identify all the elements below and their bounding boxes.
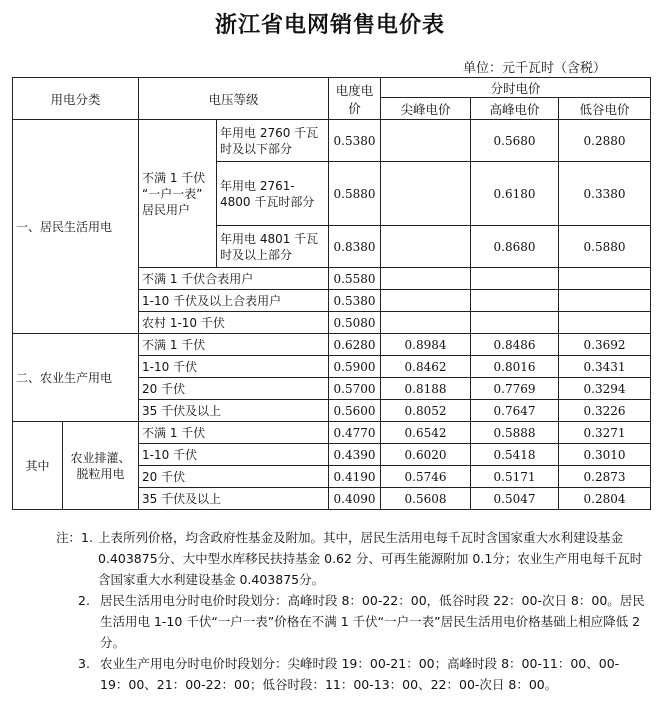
tier-cell: 35 千伏及以上	[139, 400, 329, 422]
price-cell: 0.5600	[329, 400, 381, 422]
page-title: 浙江省电网销售电价表	[214, 13, 445, 38]
note-item	[78, 590, 646, 653]
high-cell: 0.7647	[471, 400, 559, 422]
header-valley: 低谷电价	[559, 98, 651, 120]
tier-cell: 1-10 千伏	[139, 444, 329, 466]
tier-cell: 20 千伏	[139, 378, 329, 400]
high-cell: 0.8016	[471, 356, 559, 378]
high-cell: 0.7769	[471, 378, 559, 400]
high-cell: 0.5680	[471, 120, 559, 162]
agriculture-label: 二、农业生产用电	[13, 334, 139, 422]
high-cell: 0.5047	[471, 488, 559, 510]
peak-cell	[381, 312, 471, 334]
valley-cell	[559, 268, 651, 290]
price-table	[12, 77, 651, 510]
note-number: 2.	[78, 593, 90, 608]
valley-cell: 0.3294	[559, 378, 651, 400]
peak-cell: 0.6542	[381, 422, 471, 444]
price-cell: 0.5880	[329, 162, 381, 226]
residential-sub-label: 不满 1 千伏 “一户一表” 居民用户	[139, 120, 217, 268]
note-number: 3.	[78, 656, 90, 671]
tier-cell: 不满 1 千伏	[139, 422, 329, 444]
tier-cell: 不满 1 千伏合表用户	[139, 268, 329, 290]
note-item	[78, 653, 646, 695]
high-cell	[471, 268, 559, 290]
high-cell	[471, 312, 559, 334]
valley-cell: 0.3692	[559, 334, 651, 356]
price-cell: 0.5380	[329, 120, 381, 162]
high-cell	[471, 290, 559, 312]
valley-cell: 0.3431	[559, 356, 651, 378]
peak-cell	[381, 226, 471, 268]
note-text: 农业生产用电分时电价时段划分：尖峰时段 19：00-21：00；高峰时段 8：00-11：00、00-19：00、21：00-22：00；低谷时段：11：00-13：00、22：00-次日 8：00。	[100, 656, 620, 692]
header-high: 高峰电价	[471, 98, 559, 120]
note-number: 注：1.	[56, 530, 93, 545]
tier-cell: 年用电 2761-4800 千瓦时部分	[217, 162, 329, 226]
price-cell: 0.4770	[329, 422, 381, 444]
price-cell: 0.4090	[329, 488, 381, 510]
valley-cell: 0.5880	[559, 226, 651, 268]
price-cell: 0.5380	[329, 290, 381, 312]
high-cell: 0.5171	[471, 466, 559, 488]
residential-label: 一、居民生活用电	[13, 120, 139, 334]
peak-cell: 0.8462	[381, 356, 471, 378]
irrigation-label: 其中	[13, 422, 63, 510]
high-cell: 0.6180	[471, 162, 559, 226]
note-text: 居民生活用电分时电价时段划分：高峰时段 8：00-22：00，低谷时段 22：00-次日 8：00。居民生活用电 1-10 千伏“一户一表”价格在不满 1 千伏“一户一表”居民生活用电价格基础上相应降低 2分。	[100, 593, 645, 650]
valley-cell	[559, 290, 651, 312]
high-cell: 0.5888	[471, 422, 559, 444]
valley-cell	[559, 312, 651, 334]
high-cell: 0.5418	[471, 444, 559, 466]
peak-cell	[381, 120, 471, 162]
valley-cell: 0.3226	[559, 400, 651, 422]
peak-cell	[381, 162, 471, 226]
valley-cell: 0.3380	[559, 162, 651, 226]
price-cell: 0.6280	[329, 334, 381, 356]
price-cell: 0.5080	[329, 312, 381, 334]
tier-cell: 1-10 千伏	[139, 356, 329, 378]
price-cell: 0.4190	[329, 466, 381, 488]
tier-cell: 不满 1 千伏	[139, 334, 329, 356]
high-cell: 0.8680	[471, 226, 559, 268]
irrigation-sub-label: 农业排灌、 脱粒用电	[63, 422, 139, 510]
notes-section	[56, 527, 646, 695]
peak-cell	[381, 268, 471, 290]
tier-cell: 35 千伏及以上	[139, 488, 329, 510]
peak-cell: 0.8188	[381, 378, 471, 400]
peak-cell: 0.8052	[381, 400, 471, 422]
price-cell: 0.5700	[329, 378, 381, 400]
tier-cell: 农村 1-10 千伏	[139, 312, 329, 334]
header-category: 用电分类	[13, 78, 139, 120]
peak-cell: 0.8984	[381, 334, 471, 356]
tier-cell: 20 千伏	[139, 466, 329, 488]
high-cell: 0.8486	[471, 334, 559, 356]
price-cell: 0.4390	[329, 444, 381, 466]
price-cell: 0.5580	[329, 268, 381, 290]
price-cell: 0.5900	[329, 356, 381, 378]
note-item	[56, 527, 646, 590]
peak-cell: 0.6020	[381, 444, 471, 466]
tier-cell: 年用电 4801 千瓦时及以上部分	[217, 226, 329, 268]
valley-cell: 0.2880	[559, 120, 651, 162]
valley-cell: 0.2804	[559, 488, 651, 510]
tier-cell: 年用电 2760 千瓦时及以下部分	[217, 120, 329, 162]
valley-cell: 0.3010	[559, 444, 651, 466]
valley-cell: 0.2873	[559, 466, 651, 488]
note-text: 上表所列价格，均含政府性基金及附加。其中，居民生活用电每千瓦时含国家重大水利建设基金 0.403875分、大中型水库移民扶持基金 0.62 分、可再生能源附加 0.1分；农业生产用电每千瓦时含国家重大水利建设基金 0.403875分。	[98, 530, 643, 587]
unit-label: 单位：元千瓦时（含税）	[462, 61, 606, 76]
valley-cell: 0.3271	[559, 422, 651, 444]
peak-cell: 0.5608	[381, 488, 471, 510]
header-price: 电度电价	[329, 78, 381, 120]
peak-cell: 0.5746	[381, 466, 471, 488]
header-tou: 分时电价	[381, 78, 651, 98]
tier-cell: 1-10 千伏及以上合表用户	[139, 290, 329, 312]
peak-cell	[381, 290, 471, 312]
header-peak: 尖峰电价	[381, 98, 471, 120]
header-voltage: 电压等级	[139, 78, 329, 120]
price-cell: 0.8380	[329, 226, 381, 268]
